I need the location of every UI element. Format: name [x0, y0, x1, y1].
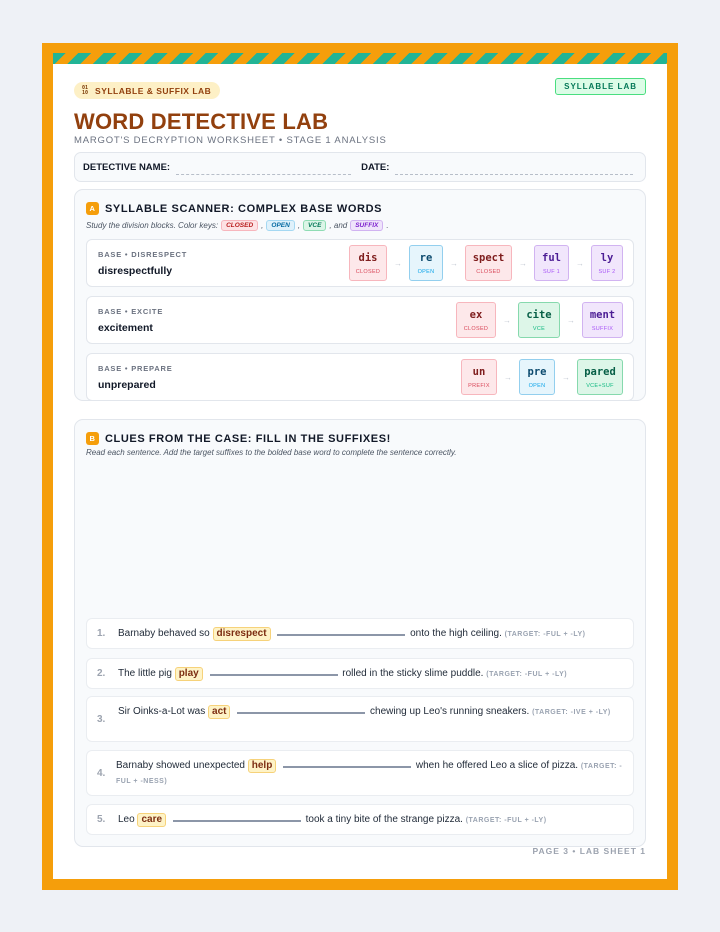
arrow-icon: → [567, 315, 575, 325]
syllable-blocks [456, 302, 623, 338]
section-b-heading [86, 432, 391, 445]
worksheet [53, 53, 667, 879]
sentence-row-4 [86, 750, 634, 796]
syllable-text: pre [527, 365, 547, 378]
sentence-row-3 [86, 696, 634, 742]
sentence-after: chewing up Leo's running sneakers. [370, 706, 530, 717]
sentence-number: 3. [97, 714, 106, 725]
target-suffix: (TARGET: -FUL + -LY) [486, 671, 568, 678]
word-label: disrespectfully [98, 265, 173, 277]
syllable-text: ful [542, 251, 561, 264]
sentence-after: when he offered Leo a slice of pizza. [415, 760, 579, 771]
syllable-type: OPEN [528, 382, 546, 389]
key-closed: CLOSED [221, 220, 258, 231]
word-row-disrespectfully [86, 239, 634, 287]
syllable-type: CLOSED [476, 268, 501, 275]
syllable-text: re [419, 251, 433, 264]
target-suffix: (TARGET: -FUL + -LY) [504, 631, 586, 638]
syllable-text: pared [584, 365, 616, 378]
arrow-icon: → [504, 372, 512, 382]
sentence-text [118, 813, 623, 828]
syllable-blocks [461, 359, 623, 395]
key-end: . [386, 221, 389, 230]
syllable-type: VCE [532, 325, 546, 332]
syllable-scanner-panel [74, 189, 646, 401]
key-open: OPEN [266, 220, 294, 231]
base-word: disrespect [213, 627, 271, 641]
syllable-text: ex [469, 308, 483, 321]
sentence-before: Barnaby behaved so [118, 628, 210, 639]
syllable-type: PREFIX [468, 382, 490, 389]
syllable-type: CLOSED [355, 268, 381, 275]
page-subtitle: MARGOT'S DECRYPTION WORKSHEET • STAGE 1 ANALYSIS [74, 135, 387, 146]
page-frame [42, 43, 678, 890]
target-suffix: (TARGET: -IVE + -LY) [532, 709, 611, 716]
target-suffix: (TARGET: -FUL + -LY) [465, 817, 547, 824]
key-vce: VCE [303, 220, 326, 231]
arrow-icon: → [562, 372, 570, 382]
section-b-letter: B [86, 432, 99, 445]
page-title: WORD DETECTIVE LAB [74, 109, 329, 134]
syllable-type: SUF 2 [598, 268, 616, 275]
syllable-lab-chip: SYLLABLE LAB [555, 78, 646, 95]
sentence-before: Sir Oinks-a-Lot was [118, 706, 206, 717]
syllable-text: ly [600, 251, 614, 264]
lab-tag [74, 82, 220, 99]
syllable-text: cite [526, 308, 552, 321]
clues-panel [74, 419, 646, 847]
arrow-icon: → [450, 258, 458, 268]
syllable-type: CLOSED [463, 325, 489, 332]
sentence-number: 4. [97, 768, 106, 779]
hazard-stripe-border [53, 53, 667, 64]
syllable-block [534, 245, 569, 281]
key-suffix: SUFFIX [350, 220, 383, 231]
sentence-row-1 [86, 618, 634, 649]
base-label: BASE • DISRESPECT [98, 250, 188, 259]
sentence-after: rolled in the sticky slime puddle. [342, 668, 484, 679]
syllable-block [591, 245, 623, 281]
syllable-text: ment [589, 308, 616, 321]
word-label: excitement [98, 322, 153, 334]
sentence-text [118, 667, 623, 682]
base-word: play [175, 667, 203, 681]
page-footer: PAGE 3 • LAB SHEET 1 [532, 846, 646, 856]
section-a-description [86, 220, 389, 231]
sentence-row-2 [86, 658, 634, 689]
sentence-before: Leo [118, 814, 135, 825]
section-a-title: SYLLABLE SCANNER: COMPLEX BASE WORDS [105, 202, 383, 215]
syllable-block [577, 359, 623, 395]
syllable-block [465, 245, 512, 281]
answer-blank[interactable] [173, 814, 301, 822]
sentence-number: 2. [97, 668, 106, 679]
base-label: BASE • PREPARE [98, 364, 173, 373]
sentence-before: Barnaby showed unexpected [116, 760, 245, 771]
syllable-type: SUF 1 [542, 268, 561, 275]
sentence-number: 1. [97, 628, 106, 639]
date-label: DATE: [361, 161, 390, 173]
arrow-icon: → [503, 315, 511, 325]
detective-name-field[interactable] [176, 165, 351, 175]
word-row-excitement [86, 296, 634, 344]
sentence-text [118, 627, 623, 642]
sentence-after: onto the high ceiling. [410, 628, 502, 639]
word-label: unprepared [98, 379, 156, 391]
name-date-bar [74, 152, 646, 182]
syllable-text: un [472, 365, 486, 378]
section-b-title: CLUES FROM THE CASE: FILL IN THE SUFFIXES! [105, 432, 391, 445]
section-a-heading [86, 202, 382, 215]
arrow-icon: → [519, 258, 527, 268]
syllable-block [519, 359, 555, 395]
key-separator: , [261, 221, 264, 230]
syllable-block [409, 245, 443, 281]
answer-blank[interactable] [210, 668, 338, 676]
date-field[interactable] [395, 165, 633, 175]
syllable-text: spect [472, 251, 505, 264]
base-word: care [137, 813, 166, 827]
target-suffix: (TARGET: -FUL + -NESS) [116, 763, 623, 785]
word-row-unprepared [86, 353, 634, 401]
base-word: help [248, 759, 277, 773]
syllable-type: SUFFIX [591, 325, 614, 332]
syllable-text: dis [358, 251, 378, 264]
key-separator: , and [329, 221, 348, 230]
arrow-icon: → [576, 258, 584, 268]
detective-name-label: DETECTIVE NAME: [83, 161, 171, 173]
color-key-intro: Study the division blocks. Color keys: [86, 221, 219, 230]
syllable-block [518, 302, 560, 338]
syllable-type: OPEN [417, 268, 435, 275]
section-b-description: Read each sentence. Add the target suffixes to the bolded base word to complete the sentence correctly. [86, 448, 457, 457]
sentence-text [118, 705, 623, 720]
base-label: BASE • EXCITE [98, 307, 164, 316]
key-separator: , [297, 221, 301, 230]
syllable-type: VCE+SUF [586, 382, 614, 389]
sentence-before: The little pig [118, 668, 172, 679]
lab-tag-label: SYLLABLE & SUFFIX LAB [95, 85, 212, 96]
arrow-icon: → [394, 258, 402, 268]
base-word: act [208, 705, 230, 719]
syllable-blocks [349, 245, 623, 281]
answer-blank[interactable] [237, 706, 365, 714]
sentence-number: 5. [97, 814, 106, 825]
sentence-text [116, 759, 623, 789]
syllable-block [582, 302, 623, 338]
binary-icon: 01 10 [82, 84, 89, 96]
answer-blank[interactable] [283, 760, 411, 768]
sentence-after: took a tiny bite of the strange pizza. [305, 814, 463, 825]
syllable-block [461, 359, 497, 395]
sentence-row-5 [86, 804, 634, 835]
syllable-block [349, 245, 387, 281]
section-a-letter: A [86, 202, 99, 215]
syllable-block [456, 302, 496, 338]
answer-blank[interactable] [277, 628, 405, 636]
